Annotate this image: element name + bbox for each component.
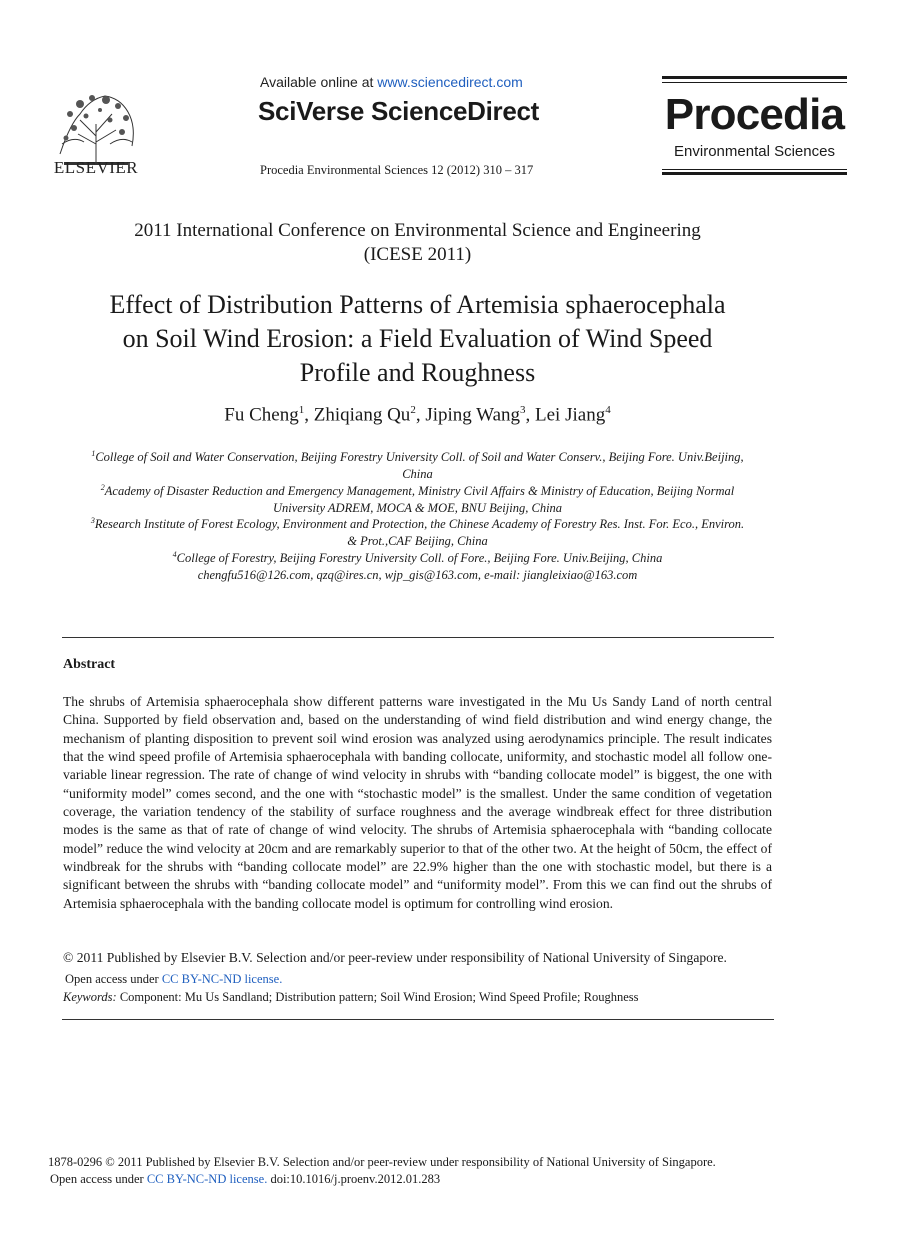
footer-copyright: 1878-0296 © 2011 Published by Elsevier B.V. Selection and/or peer-review under responsibility of National University of Singapore. (48, 1155, 716, 1169)
footer-license-link[interactable]: CC BY-NC-ND license. (146, 1172, 268, 1186)
keywords (63, 990, 638, 1005)
author-sep: , (304, 404, 314, 426)
keywords-text: Component: Mu Us Sandland; Distribution pattern; Soil Wind Erosion; Wind Speed Profile; Roughness (116, 990, 639, 1004)
affiliation-3 (60, 512, 775, 550)
conference-line-1: 2011 International Conference on Environmental Science and Engineering (134, 220, 701, 241)
abstract-heading: Abstract (63, 657, 116, 672)
affil-text: & Prot.,CAF Beijing, China (347, 534, 488, 549)
procedia-brand: Procedia (664, 90, 845, 139)
author-emails: chengfu516@126.com, qzq@ires.cn, wjp_gis@163.com, e-mail: jiangleixiao@163.com (197, 568, 638, 583)
procedia-subtitle: Environmental Sciences (674, 143, 835, 160)
conference-line-2: (ICESE 2011) (363, 244, 472, 265)
author-name: Fu Cheng (224, 404, 299, 426)
author-affil-sup: 2 (410, 404, 416, 416)
affil-sup: 2 (100, 483, 105, 492)
license-link[interactable]: CC BY-NC-ND license. (161, 972, 283, 986)
title-line-3: Profile and Roughness (299, 358, 536, 387)
divider-bottom (62, 1019, 774, 1020)
author-name: Lei Jiang (535, 404, 606, 426)
journal-reference: Procedia Environmental Sciences 12 (2012) 310 – 317 (260, 163, 534, 177)
sciencedirect-link[interactable]: www.sciencedirect.com (377, 74, 523, 90)
procedia-top-thin-rule (662, 82, 847, 83)
paper-title (60, 288, 775, 390)
procedia-bottom-rule (662, 172, 847, 175)
open-access-notice (65, 972, 282, 987)
affil-sup: 3 (90, 516, 95, 525)
author-name: Jiping Wang (425, 404, 521, 426)
footer-open-access-prefix: Open access under (50, 1172, 147, 1186)
doi: doi:10.1016/j.proenv.2012.01.283 (267, 1172, 441, 1186)
affiliation-4 (60, 546, 775, 584)
copyright-notice: © 2011 Published by Elsevier B.V. Selection and/or peer-review under responsibility of National University of Singapore. (63, 950, 727, 965)
divider-top (62, 637, 774, 638)
abstract-body: The shrubs of Artemisia sphaerocephala show different patterns ware investigated in the Mu Us Sandy Land of north central China. Supported by field observation and, based on the understanding of wind field distribution and wind energy change, the mechanism of planting disposition to prevent soil wind erosion was analyzed using aerodynamics principle. The result indicates that the wind speed profile of Artemisia sphaerocephala with banding collocate, uniformity, and stochastic model all follow one-variable linear regression. The rate of change of wind velocity in shrubs with “banding collocate model” is biggest, the one with “uniformity model” comes second, and the one with “stochastic model” is the smallest. Under the same condition of vegetation coverage, the variation tendency of the stability of surface roughness and the average windbreak effect for three distribution modes is the same as that of rate of change of wind velocity. The shrubs of Artemisia sphaerocephala with “banding collocate model” reduce the wind velocity at 20cm and are remarkably superior to that of the other two. At the height of 50cm, the effect of windbreak for the shrubs with “banding collocate model” are 22.9% higher than the one with stochastic model, but there is a significant between the shrubs with “banding collocate model” and “uniformity model”. From this we can find out the shrubs of Artemisia sphaerocephala with the banding collocate model is optimum for controlling wind erosion. (63, 694, 772, 911)
author-sep: , (415, 404, 426, 426)
author-affil-sup: 4 (605, 404, 611, 416)
author-affil-sup: 3 (520, 404, 526, 416)
title-line-2: on Soil Wind Erosion: a Field Evaluation of Wind Speed (122, 324, 713, 353)
procedia-top-rule (662, 76, 847, 79)
affil-text: Academy of Disaster Reduction and Emergency Management, Ministry Civil Affairs & Ministry of Education, Beijing Normal (104, 484, 735, 499)
affil-sup: 4 (172, 550, 177, 559)
affil-text: China (402, 467, 433, 482)
available-online (260, 74, 523, 90)
title-line-1: Effect of Distribution Patterns of Artemisia sphaerocephala (109, 290, 726, 319)
author-affil-sup: 1 (298, 404, 305, 416)
author-name: Zhiqiang Qu (313, 404, 411, 426)
affil-text: College of Soil and Water Conservation, Beijing Forestry University Coll. of Soil and Water Conserv., Beijing Fore. Univ.Beijing, (95, 450, 744, 465)
author-sep: , (525, 404, 536, 426)
keywords-label: Keywords: (63, 990, 117, 1004)
affil-text: University ADREM, MOCA & MOE, BNU Beijing, China (272, 501, 563, 516)
open-access-prefix: Open access under (65, 972, 162, 986)
procedia-bottom-thin-rule (662, 169, 847, 170)
procedia-logo (662, 76, 847, 176)
platform-name: SciVerse ScienceDirect (258, 96, 540, 126)
affil-text: Research Institute of Forest Ecology, Environment and Protection, the Chinese Academy of Forestry Res. Inst. For. Eco., Environ. (94, 517, 745, 532)
available-prefix: Available online at (260, 74, 378, 90)
publisher-name: ELSEVIER (53, 158, 139, 177)
footer-open-access (50, 1172, 440, 1187)
affiliation-1 (60, 445, 775, 483)
affil-text: College of Forestry, Beijing Forestry University Coll. of Fore., Beijing Fore. Univ.Beijing, China (176, 551, 663, 566)
affil-sup: 1 (91, 449, 96, 458)
author-list (60, 404, 775, 426)
